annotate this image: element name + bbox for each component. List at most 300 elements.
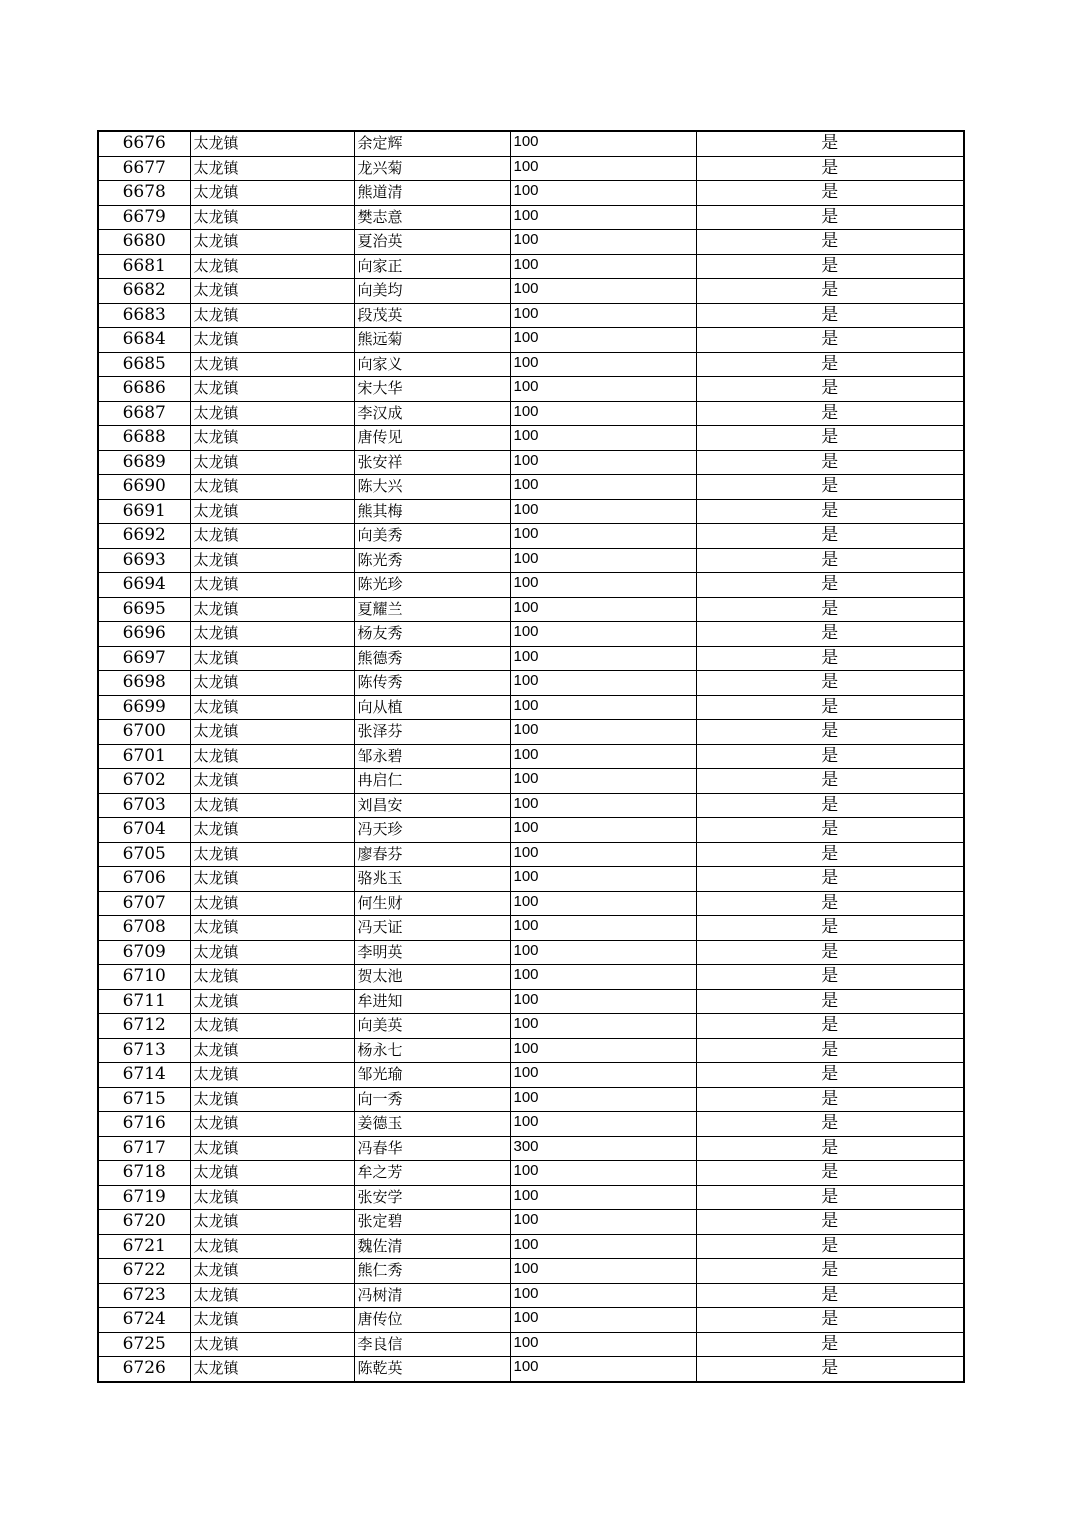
person-name-cell: 向家义 xyxy=(354,352,510,377)
row-number-cell: 6723 xyxy=(98,1283,190,1308)
row-number-cell: 6722 xyxy=(98,1259,190,1284)
table-row xyxy=(98,230,964,255)
town-cell: 太龙镇 xyxy=(190,1185,354,1210)
table-row xyxy=(98,867,964,892)
table-row xyxy=(98,720,964,745)
table-body xyxy=(98,131,964,1382)
status-cell: 是 xyxy=(696,377,964,402)
amount-cell: 100 xyxy=(510,475,696,500)
table-row xyxy=(98,181,964,206)
status-cell: 是 xyxy=(696,818,964,843)
person-name-cell: 冉启仁 xyxy=(354,769,510,794)
person-name-cell: 向美英 xyxy=(354,1014,510,1039)
status-cell: 是 xyxy=(696,842,964,867)
person-name-cell: 樊志意 xyxy=(354,205,510,230)
amount-cell: 100 xyxy=(510,1038,696,1063)
town-cell: 太龙镇 xyxy=(190,891,354,916)
town-cell: 太龙镇 xyxy=(190,450,354,475)
town-cell: 太龙镇 xyxy=(190,1332,354,1357)
row-number-cell: 6693 xyxy=(98,548,190,573)
status-cell: 是 xyxy=(696,328,964,353)
table-row xyxy=(98,156,964,181)
town-cell: 太龙镇 xyxy=(190,744,354,769)
town-cell: 太龙镇 xyxy=(190,622,354,647)
row-number-cell: 6682 xyxy=(98,279,190,304)
amount-cell: 100 xyxy=(510,573,696,598)
table-row xyxy=(98,891,964,916)
town-cell: 太龙镇 xyxy=(190,254,354,279)
town-cell: 太龙镇 xyxy=(190,1038,354,1063)
table-row xyxy=(98,769,964,794)
row-number-cell: 6697 xyxy=(98,646,190,671)
status-cell: 是 xyxy=(696,1283,964,1308)
person-name-cell: 张泽芬 xyxy=(354,720,510,745)
amount-cell: 300 xyxy=(510,1136,696,1161)
amount-cell: 100 xyxy=(510,1112,696,1137)
row-number-cell: 6676 xyxy=(98,131,190,156)
status-cell: 是 xyxy=(696,254,964,279)
town-cell: 太龙镇 xyxy=(190,328,354,353)
table-row xyxy=(98,450,964,475)
amount-cell: 100 xyxy=(510,181,696,206)
table-row xyxy=(98,842,964,867)
row-number-cell: 6719 xyxy=(98,1185,190,1210)
row-number-cell: 6695 xyxy=(98,597,190,622)
amount-cell: 100 xyxy=(510,499,696,524)
town-cell: 太龙镇 xyxy=(190,548,354,573)
row-number-cell: 6679 xyxy=(98,205,190,230)
table-row xyxy=(98,940,964,965)
status-cell: 是 xyxy=(696,1259,964,1284)
person-name-cell: 余定辉 xyxy=(354,131,510,156)
status-cell: 是 xyxy=(696,940,964,965)
table-row xyxy=(98,352,964,377)
table-row xyxy=(98,499,964,524)
status-cell: 是 xyxy=(696,1014,964,1039)
town-cell: 太龙镇 xyxy=(190,769,354,794)
amount-cell: 100 xyxy=(510,720,696,745)
person-name-cell: 陈大兴 xyxy=(354,475,510,500)
town-cell: 太龙镇 xyxy=(190,818,354,843)
table-row xyxy=(98,377,964,402)
row-number-cell: 6685 xyxy=(98,352,190,377)
person-name-cell: 廖春芬 xyxy=(354,842,510,867)
town-cell: 太龙镇 xyxy=(190,1063,354,1088)
table-row xyxy=(98,646,964,671)
table-row xyxy=(98,548,964,573)
amount-cell: 100 xyxy=(510,1308,696,1333)
table-row xyxy=(98,1210,964,1235)
status-cell: 是 xyxy=(696,744,964,769)
person-name-cell: 牟之芳 xyxy=(354,1161,510,1186)
town-cell: 太龙镇 xyxy=(190,1357,354,1382)
town-cell: 太龙镇 xyxy=(190,1161,354,1186)
status-cell: 是 xyxy=(696,230,964,255)
person-name-cell: 冯树清 xyxy=(354,1283,510,1308)
town-cell: 太龙镇 xyxy=(190,989,354,1014)
row-number-cell: 6701 xyxy=(98,744,190,769)
table-row xyxy=(98,1234,964,1259)
status-cell: 是 xyxy=(696,1087,964,1112)
town-cell: 太龙镇 xyxy=(190,1210,354,1235)
row-number-cell: 6711 xyxy=(98,989,190,1014)
town-cell: 太龙镇 xyxy=(190,352,354,377)
row-number-cell: 6716 xyxy=(98,1112,190,1137)
amount-cell: 100 xyxy=(510,989,696,1014)
status-cell: 是 xyxy=(696,1038,964,1063)
town-cell: 太龙镇 xyxy=(190,573,354,598)
table-row xyxy=(98,1332,964,1357)
town-cell: 太龙镇 xyxy=(190,646,354,671)
amount-cell: 100 xyxy=(510,793,696,818)
person-name-cell: 陈光秀 xyxy=(354,548,510,573)
amount-cell: 100 xyxy=(510,671,696,696)
amount-cell: 100 xyxy=(510,524,696,549)
status-cell: 是 xyxy=(696,1112,964,1137)
row-number-cell: 6686 xyxy=(98,377,190,402)
amount-cell: 100 xyxy=(510,965,696,990)
person-name-cell: 熊远菊 xyxy=(354,328,510,353)
amount-cell: 100 xyxy=(510,1087,696,1112)
town-cell: 太龙镇 xyxy=(190,499,354,524)
amount-cell: 100 xyxy=(510,1283,696,1308)
table-row xyxy=(98,916,964,941)
town-cell: 太龙镇 xyxy=(190,1087,354,1112)
table-row xyxy=(98,1063,964,1088)
amount-cell: 100 xyxy=(510,1259,696,1284)
town-cell: 太龙镇 xyxy=(190,131,354,156)
table-row xyxy=(98,793,964,818)
table-row xyxy=(98,1308,964,1333)
table-row xyxy=(98,1038,964,1063)
amount-cell: 100 xyxy=(510,744,696,769)
person-name-cell: 冯春华 xyxy=(354,1136,510,1161)
town-cell: 太龙镇 xyxy=(190,303,354,328)
person-name-cell: 李汉成 xyxy=(354,401,510,426)
row-number-cell: 6687 xyxy=(98,401,190,426)
table-row xyxy=(98,695,964,720)
status-cell: 是 xyxy=(696,1161,964,1186)
town-cell: 太龙镇 xyxy=(190,230,354,255)
row-number-cell: 6681 xyxy=(98,254,190,279)
amount-cell: 100 xyxy=(510,352,696,377)
status-cell: 是 xyxy=(696,622,964,647)
amount-cell: 100 xyxy=(510,279,696,304)
row-number-cell: 6714 xyxy=(98,1063,190,1088)
person-name-cell: 陈乾英 xyxy=(354,1357,510,1382)
amount-cell: 100 xyxy=(510,328,696,353)
person-name-cell: 邹光瑜 xyxy=(354,1063,510,1088)
amount-cell: 100 xyxy=(510,891,696,916)
town-cell: 太龙镇 xyxy=(190,940,354,965)
person-name-cell: 熊其梅 xyxy=(354,499,510,524)
table-row xyxy=(98,426,964,451)
amount-cell: 100 xyxy=(510,597,696,622)
row-number-cell: 6726 xyxy=(98,1357,190,1382)
town-cell: 太龙镇 xyxy=(190,1234,354,1259)
person-name-cell: 贺太池 xyxy=(354,965,510,990)
person-name-cell: 张定碧 xyxy=(354,1210,510,1235)
table-row xyxy=(98,1259,964,1284)
status-cell: 是 xyxy=(696,401,964,426)
town-cell: 太龙镇 xyxy=(190,524,354,549)
town-cell: 太龙镇 xyxy=(190,1259,354,1284)
table-row xyxy=(98,671,964,696)
status-cell: 是 xyxy=(696,671,964,696)
person-name-cell: 陈光珍 xyxy=(354,573,510,598)
amount-cell: 100 xyxy=(510,426,696,451)
table-row xyxy=(98,475,964,500)
status-cell: 是 xyxy=(696,524,964,549)
status-cell: 是 xyxy=(696,916,964,941)
town-cell: 太龙镇 xyxy=(190,1136,354,1161)
status-cell: 是 xyxy=(696,720,964,745)
town-cell: 太龙镇 xyxy=(190,793,354,818)
row-number-cell: 6696 xyxy=(98,622,190,647)
status-cell: 是 xyxy=(696,867,964,892)
person-name-cell: 骆兆玉 xyxy=(354,867,510,892)
person-name-cell: 张安祥 xyxy=(354,450,510,475)
table-row xyxy=(98,205,964,230)
person-name-cell: 张安学 xyxy=(354,1185,510,1210)
table-row xyxy=(98,131,964,156)
row-number-cell: 6699 xyxy=(98,695,190,720)
row-number-cell: 6683 xyxy=(98,303,190,328)
row-number-cell: 6707 xyxy=(98,891,190,916)
row-number-cell: 6690 xyxy=(98,475,190,500)
town-cell: 太龙镇 xyxy=(190,205,354,230)
data-table xyxy=(97,130,965,1383)
amount-cell: 100 xyxy=(510,622,696,647)
town-cell: 太龙镇 xyxy=(190,1308,354,1333)
status-cell: 是 xyxy=(696,793,964,818)
person-name-cell: 李良信 xyxy=(354,1332,510,1357)
status-cell: 是 xyxy=(696,573,964,598)
amount-cell: 100 xyxy=(510,1332,696,1357)
person-name-cell: 杨永七 xyxy=(354,1038,510,1063)
amount-cell: 100 xyxy=(510,1357,696,1382)
table-row xyxy=(98,254,964,279)
table-row xyxy=(98,1112,964,1137)
table-row xyxy=(98,303,964,328)
status-cell: 是 xyxy=(696,1185,964,1210)
amount-cell: 100 xyxy=(510,818,696,843)
town-cell: 太龙镇 xyxy=(190,181,354,206)
amount-cell: 100 xyxy=(510,1014,696,1039)
row-number-cell: 6710 xyxy=(98,965,190,990)
person-name-cell: 熊仁秀 xyxy=(354,1259,510,1284)
status-cell: 是 xyxy=(696,475,964,500)
status-cell: 是 xyxy=(696,965,964,990)
status-cell: 是 xyxy=(696,989,964,1014)
row-number-cell: 6715 xyxy=(98,1087,190,1112)
person-name-cell: 邹永碧 xyxy=(354,744,510,769)
town-cell: 太龙镇 xyxy=(190,671,354,696)
status-cell: 是 xyxy=(696,1332,964,1357)
person-name-cell: 唐传位 xyxy=(354,1308,510,1333)
status-cell: 是 xyxy=(696,1357,964,1382)
row-number-cell: 6725 xyxy=(98,1332,190,1357)
table-row xyxy=(98,279,964,304)
amount-cell: 100 xyxy=(510,131,696,156)
person-name-cell: 夏治英 xyxy=(354,230,510,255)
town-cell: 太龙镇 xyxy=(190,1112,354,1137)
row-number-cell: 6680 xyxy=(98,230,190,255)
amount-cell: 100 xyxy=(510,548,696,573)
person-name-cell: 姜德玉 xyxy=(354,1112,510,1137)
person-name-cell: 向从植 xyxy=(354,695,510,720)
town-cell: 太龙镇 xyxy=(190,377,354,402)
town-cell: 太龙镇 xyxy=(190,1283,354,1308)
amount-cell: 100 xyxy=(510,867,696,892)
amount-cell: 100 xyxy=(510,1161,696,1186)
table-row xyxy=(98,965,964,990)
row-number-cell: 6720 xyxy=(98,1210,190,1235)
row-number-cell: 6708 xyxy=(98,916,190,941)
row-number-cell: 6684 xyxy=(98,328,190,353)
person-name-cell: 向家正 xyxy=(354,254,510,279)
row-number-cell: 6704 xyxy=(98,818,190,843)
table-row xyxy=(98,597,964,622)
person-name-cell: 向美均 xyxy=(354,279,510,304)
person-name-cell: 冯天证 xyxy=(354,916,510,941)
amount-cell: 100 xyxy=(510,401,696,426)
amount-cell: 100 xyxy=(510,1063,696,1088)
row-number-cell: 6689 xyxy=(98,450,190,475)
person-name-cell: 向一秀 xyxy=(354,1087,510,1112)
amount-cell: 100 xyxy=(510,205,696,230)
row-number-cell: 6709 xyxy=(98,940,190,965)
amount-cell: 100 xyxy=(510,916,696,941)
status-cell: 是 xyxy=(696,352,964,377)
row-number-cell: 6706 xyxy=(98,867,190,892)
town-cell: 太龙镇 xyxy=(190,597,354,622)
status-cell: 是 xyxy=(696,499,964,524)
table-row xyxy=(98,524,964,549)
row-number-cell: 6703 xyxy=(98,793,190,818)
row-number-cell: 6691 xyxy=(98,499,190,524)
person-name-cell: 唐传见 xyxy=(354,426,510,451)
status-cell: 是 xyxy=(696,303,964,328)
status-cell: 是 xyxy=(696,450,964,475)
row-number-cell: 6713 xyxy=(98,1038,190,1063)
town-cell: 太龙镇 xyxy=(190,156,354,181)
row-number-cell: 6717 xyxy=(98,1136,190,1161)
table-row xyxy=(98,818,964,843)
amount-cell: 100 xyxy=(510,1210,696,1235)
person-name-cell: 魏佐清 xyxy=(354,1234,510,1259)
table-row xyxy=(98,1161,964,1186)
row-number-cell: 6677 xyxy=(98,156,190,181)
amount-cell: 100 xyxy=(510,695,696,720)
amount-cell: 100 xyxy=(510,254,696,279)
amount-cell: 100 xyxy=(510,303,696,328)
row-number-cell: 6700 xyxy=(98,720,190,745)
person-name-cell: 夏耀兰 xyxy=(354,597,510,622)
person-name-cell: 熊道清 xyxy=(354,181,510,206)
row-number-cell: 6678 xyxy=(98,181,190,206)
person-name-cell: 刘昌安 xyxy=(354,793,510,818)
amount-cell: 100 xyxy=(510,230,696,255)
town-cell: 太龙镇 xyxy=(190,426,354,451)
town-cell: 太龙镇 xyxy=(190,695,354,720)
person-name-cell: 熊德秀 xyxy=(354,646,510,671)
row-number-cell: 6688 xyxy=(98,426,190,451)
status-cell: 是 xyxy=(696,548,964,573)
town-cell: 太龙镇 xyxy=(190,475,354,500)
table-row xyxy=(98,1283,964,1308)
person-name-cell: 向美秀 xyxy=(354,524,510,549)
person-name-cell: 龙兴菊 xyxy=(354,156,510,181)
amount-cell: 100 xyxy=(510,377,696,402)
status-cell: 是 xyxy=(696,597,964,622)
amount-cell: 100 xyxy=(510,646,696,671)
status-cell: 是 xyxy=(696,156,964,181)
row-number-cell: 6724 xyxy=(98,1308,190,1333)
row-number-cell: 6692 xyxy=(98,524,190,549)
person-name-cell: 段茂英 xyxy=(354,303,510,328)
town-cell: 太龙镇 xyxy=(190,842,354,867)
row-number-cell: 6718 xyxy=(98,1161,190,1186)
amount-cell: 100 xyxy=(510,156,696,181)
table-row xyxy=(98,1357,964,1382)
amount-cell: 100 xyxy=(510,940,696,965)
status-cell: 是 xyxy=(696,131,964,156)
town-cell: 太龙镇 xyxy=(190,720,354,745)
amount-cell: 100 xyxy=(510,842,696,867)
status-cell: 是 xyxy=(696,695,964,720)
row-number-cell: 6698 xyxy=(98,671,190,696)
table-row xyxy=(98,573,964,598)
person-name-cell: 杨友秀 xyxy=(354,622,510,647)
person-name-cell: 冯天珍 xyxy=(354,818,510,843)
table-row xyxy=(98,1136,964,1161)
row-number-cell: 6694 xyxy=(98,573,190,598)
amount-cell: 100 xyxy=(510,769,696,794)
status-cell: 是 xyxy=(696,279,964,304)
status-cell: 是 xyxy=(696,1308,964,1333)
town-cell: 太龙镇 xyxy=(190,401,354,426)
amount-cell: 100 xyxy=(510,1234,696,1259)
row-number-cell: 6721 xyxy=(98,1234,190,1259)
table-row xyxy=(98,1185,964,1210)
status-cell: 是 xyxy=(696,891,964,916)
table-row xyxy=(98,328,964,353)
amount-cell: 100 xyxy=(510,1185,696,1210)
person-name-cell: 牟进知 xyxy=(354,989,510,1014)
status-cell: 是 xyxy=(696,181,964,206)
status-cell: 是 xyxy=(696,1136,964,1161)
status-cell: 是 xyxy=(696,1210,964,1235)
town-cell: 太龙镇 xyxy=(190,965,354,990)
row-number-cell: 6705 xyxy=(98,842,190,867)
status-cell: 是 xyxy=(696,205,964,230)
status-cell: 是 xyxy=(696,426,964,451)
table-row xyxy=(98,744,964,769)
status-cell: 是 xyxy=(696,1234,964,1259)
amount-cell: 100 xyxy=(510,450,696,475)
person-name-cell: 陈传秀 xyxy=(354,671,510,696)
town-cell: 太龙镇 xyxy=(190,279,354,304)
table-row xyxy=(98,1087,964,1112)
status-cell: 是 xyxy=(696,1063,964,1088)
person-name-cell: 何生财 xyxy=(354,891,510,916)
person-name-cell: 宋大华 xyxy=(354,377,510,402)
town-cell: 太龙镇 xyxy=(190,916,354,941)
table-row xyxy=(98,1014,964,1039)
town-cell: 太龙镇 xyxy=(190,867,354,892)
person-name-cell: 李明英 xyxy=(354,940,510,965)
